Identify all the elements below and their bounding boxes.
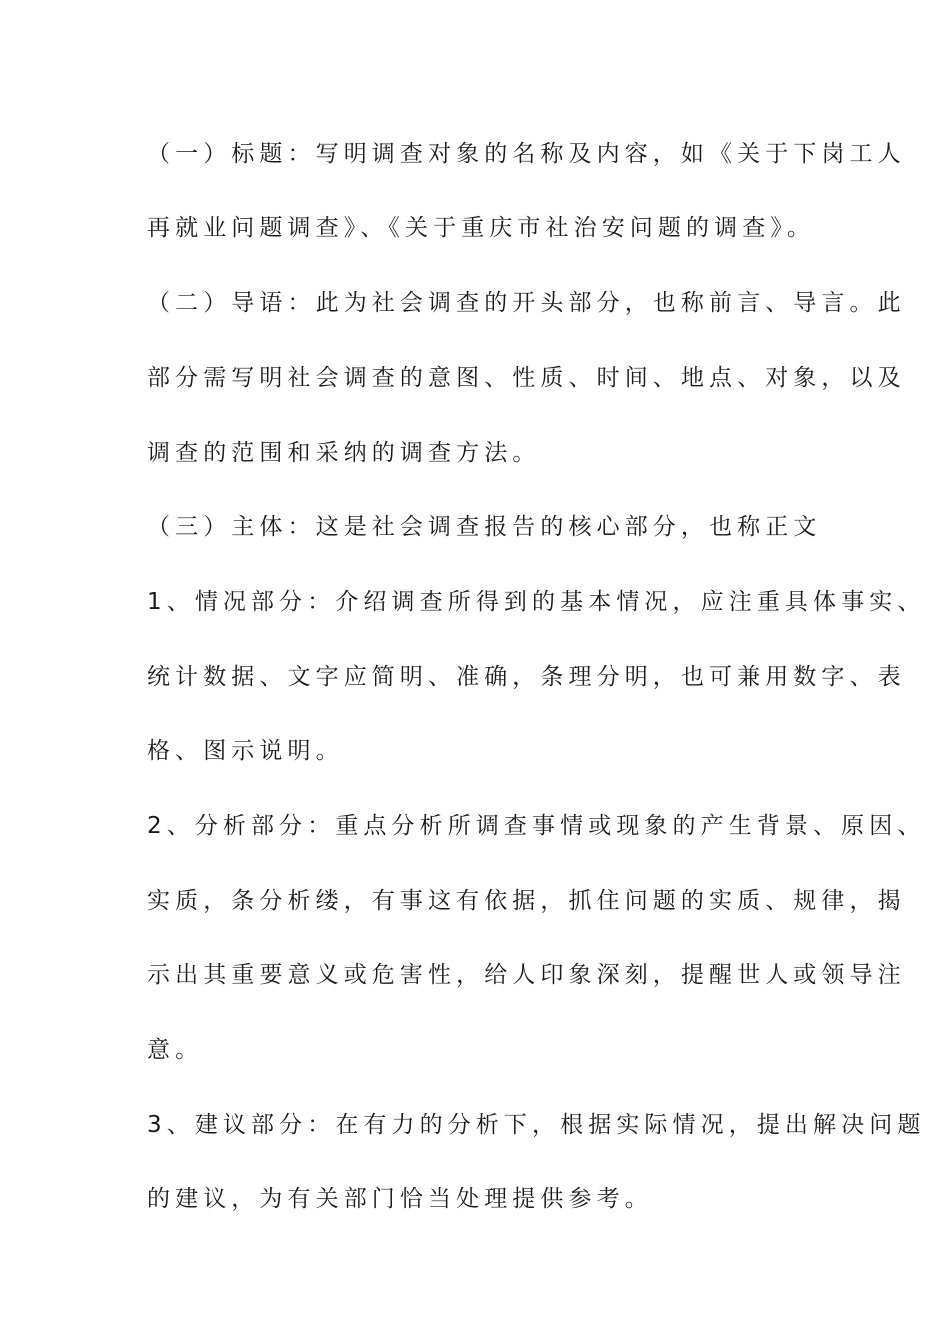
text-line-10: 2、分析部分：重点分析所调查事情或现象的产生背景、原因、 [147,813,926,839]
text-line-12: 示出其重要意义或危害性，给人印象深刻，提醒世人或领导注 [147,962,906,988]
text-line-13: 意。 [147,1037,204,1063]
text-line-11: 实质，条分析缕，有事这有依据，抓住问题的实质、规律，揭 [147,888,906,914]
text-line-8: 统计数据、文字应简明、准确，条理分明，也可兼用数字、表 [147,664,906,690]
text-line-5: 调查的范围和采纳的调查方法。 [147,440,541,466]
text-line-9: 格、图示说明。 [147,738,344,764]
text-line-2: 再就业问题调查》、《关于重庆市社治安问题的调查》。 [147,215,815,241]
text-line-4: 部分需写明社会调查的意图、性质、时间、地点、对象，以及 [147,365,906,391]
text-line-15: 的建议，为有关部门恰当处理提供参考。 [147,1186,653,1212]
text-line-7: 1、情况部分：介绍调查所得到的基本情况，应注重具体事实、 [147,589,926,615]
text-line-1: （一）标题：写明调查对象的名称及内容，如《关于下岗工人 [147,141,906,167]
text-line-3: （二）导语：此为社会调查的开头部分，也称前言、导言。此 [147,290,906,316]
text-line-6: （三）主体：这是社会调查报告的核心部分，也称正文 [147,514,822,540]
text-line-14: 3、建议部分：在有力的分析下，根据实际情况，提出解决问题 [147,1112,926,1138]
